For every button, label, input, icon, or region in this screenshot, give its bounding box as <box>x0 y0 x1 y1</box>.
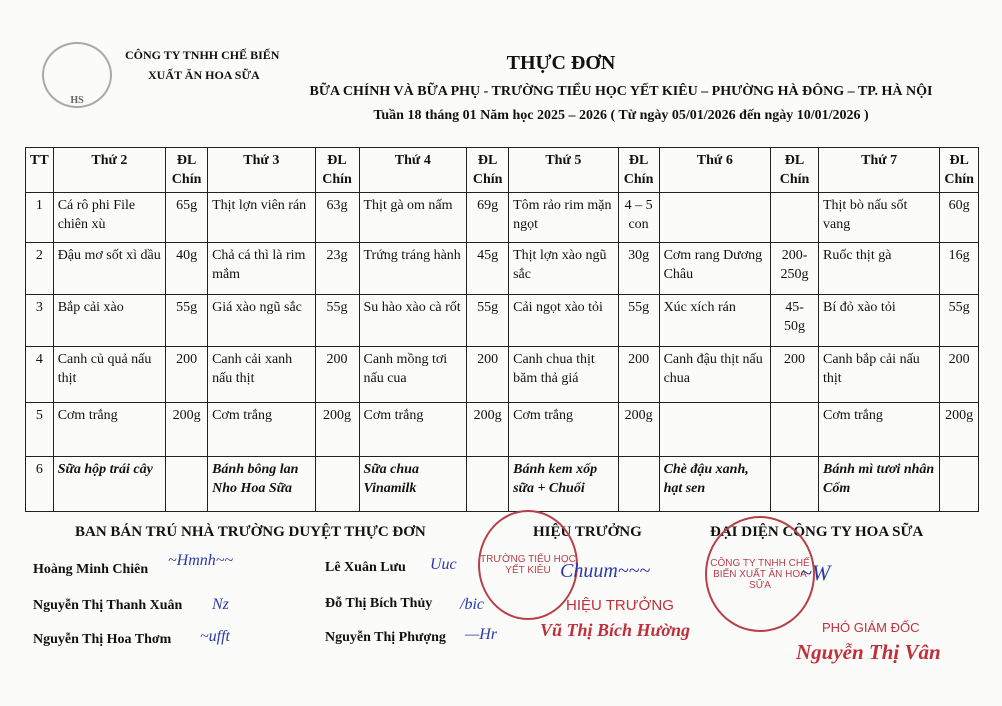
board-member: Hoàng Minh Chiên <box>33 562 149 577</box>
board-member: Lê Xuân Lưu <box>325 560 406 575</box>
portion-cell: 65g <box>166 193 208 243</box>
portion-cell: 16g <box>940 243 979 295</box>
board-member: Nguyễn Thị Hoa Thơm <box>33 632 172 647</box>
column-header: Thứ 3 <box>208 148 315 193</box>
portion-cell: 200g <box>166 403 208 457</box>
dish-cell: Sữa chua Vinamilk <box>359 457 467 512</box>
dish-cell: Bắp cải xào <box>53 295 165 347</box>
dish-cell: Bánh kem xốp sữa + Chuối <box>509 457 618 512</box>
company-rep-title: ĐẠI DIỆN CÔNG TY HOA SỮA <box>710 524 924 540</box>
dish-cell: Cơm rang Dương Châu <box>659 243 771 295</box>
row-number: 5 <box>26 403 54 457</box>
dish-cell: Sữa hộp trái cây <box>53 457 165 512</box>
dish-cell: Canh chua thịt băm thả giá <box>509 347 618 403</box>
portion-cell: 200g <box>467 403 509 457</box>
portion-cell: 200-250g <box>771 243 819 295</box>
table-row <box>26 295 979 347</box>
column-header: Thứ 6 <box>659 148 771 193</box>
dish-cell: Canh bắp cải nấu thịt <box>818 347 939 403</box>
dish-cell: Bí đỏ xào tỏi <box>818 295 939 347</box>
principal-signature: Chuum~~~ <box>560 560 651 582</box>
portion-cell <box>166 457 208 512</box>
portion-cell: 55g <box>940 295 979 347</box>
dish-cell: Cải ngọt xào tỏi <box>509 295 618 347</box>
week-info: Tuần 18 tháng 01 Năm học 2025 – 2026 ( Từ ngày 05/01/2026 đến ngày 10/01/2026 ) <box>373 108 869 123</box>
column-header: Thứ 2 <box>53 148 165 193</box>
dish-cell: Cơm trắng <box>359 403 467 457</box>
dish-cell <box>659 193 771 243</box>
portion-cell: 55g <box>467 295 509 347</box>
dish-cell: Ruốc thịt gà <box>818 243 939 295</box>
portion-cell <box>315 457 359 512</box>
row-number: 3 <box>26 295 54 347</box>
company-name-line1: CÔNG TY TNHH CHẾ BIẾN <box>125 48 280 62</box>
school-stamp: TRƯỜNG TIỂU HỌC YẾT KIÊU <box>478 510 578 620</box>
table-row <box>26 243 979 295</box>
portion-cell: 55g <box>315 295 359 347</box>
portion-cell: 23g <box>315 243 359 295</box>
board-member: Đỗ Thị Bích Thủy <box>325 596 433 611</box>
dish-cell: Đậu mơ sốt xì dầu <box>53 243 165 295</box>
portion-cell: 69g <box>467 193 509 243</box>
portion-cell <box>467 457 509 512</box>
portion-cell: 200 <box>467 347 509 403</box>
portion-cell: 200g <box>315 403 359 457</box>
dish-cell: Xúc xích rán <box>659 295 771 347</box>
portion-cell: 30g <box>618 243 659 295</box>
portion-cell <box>771 457 819 512</box>
dish-cell: Bánh bông lan Nho Hoa Sữa <box>208 457 315 512</box>
company-stamp: CÔNG TY TNHH CHẾ BIẾN XUẤT ĂN HOA SỮA <box>705 516 815 632</box>
dish-cell: Bánh mì tươi nhân Cốm <box>818 457 939 512</box>
portion-cell: 200 <box>771 347 819 403</box>
dish-cell: Chè đậu xanh, hạt sen <box>659 457 771 512</box>
dish-cell: Canh cải xanh nấu thịt <box>208 347 315 403</box>
dish-cell: Cơm trắng <box>208 403 315 457</box>
column-header: Thứ 5 <box>509 148 618 193</box>
principal-name: Vũ Thị Bích Hường <box>540 620 690 640</box>
company-role: PHÓ GIÁM ĐỐC <box>822 620 920 635</box>
dish-cell: Canh củ quả nấu thịt <box>53 347 165 403</box>
board-member: Nguyễn Thị Phượng <box>325 630 446 645</box>
board-member: Nguyễn Thị Thanh Xuân <box>33 598 183 613</box>
signature: ~Hmnh~~ <box>168 552 234 569</box>
table-row <box>26 403 979 457</box>
portion-cell: 200 <box>166 347 208 403</box>
portion-cell: 55g <box>618 295 659 347</box>
portion-cell <box>618 457 659 512</box>
portion-cell: 200 <box>618 347 659 403</box>
dish-cell: Thịt gà om nấm <box>359 193 467 243</box>
portion-cell: 45-50g <box>771 295 819 347</box>
portion-cell: 200 <box>315 347 359 403</box>
column-header: ĐL Chín <box>771 148 819 193</box>
signature: —Hr <box>465 626 498 643</box>
column-header: Thứ 7 <box>818 148 939 193</box>
column-header: ĐL Chín <box>315 148 359 193</box>
dish-cell: Cơm trắng <box>509 403 618 457</box>
table-row <box>26 193 979 243</box>
portion-cell <box>771 403 819 457</box>
table-header <box>26 148 979 193</box>
dish-cell: Thịt bò nấu sốt vang <box>818 193 939 243</box>
portion-cell: 4 – 5 con <box>618 193 659 243</box>
portion-cell: 40g <box>166 243 208 295</box>
board-title: BAN BÁN TRÚ NHÀ TRƯỜNG DUYỆT THỰC ĐƠN <box>75 524 426 540</box>
portion-cell: 63g <box>315 193 359 243</box>
portion-cell <box>771 193 819 243</box>
row-number: 2 <box>26 243 54 295</box>
dish-cell: Canh đậu thịt nấu chua <box>659 347 771 403</box>
table-row <box>26 457 979 512</box>
column-header: ĐL Chín <box>467 148 509 193</box>
row-number: 6 <box>26 457 54 512</box>
company-signature: ~W <box>800 560 831 585</box>
dish-cell: Chả cá thì là rim mắm <box>208 243 315 295</box>
company-logo: HS <box>42 42 112 108</box>
dish-cell <box>659 403 771 457</box>
dish-cell: Cơm trắng <box>818 403 939 457</box>
portion-cell: 55g <box>166 295 208 347</box>
portion-cell: 200g <box>618 403 659 457</box>
portion-cell <box>940 457 979 512</box>
dish-cell: Cơm trắng <box>53 403 165 457</box>
dish-cell: Thịt lợn viên rán <box>208 193 315 243</box>
row-number: 1 <box>26 193 54 243</box>
column-header: TT <box>26 148 54 193</box>
principal-role: HIỆU TRƯỞNG <box>566 597 674 614</box>
signature: Uuc <box>430 556 457 573</box>
company-signer-name: Nguyễn Thị Vân <box>796 640 941 664</box>
principal-title: HIỆU TRƯỞNG <box>533 524 642 540</box>
page-subtitle: BỮA CHÍNH VÀ BỮA PHỤ - TRƯỜNG TIỂU HỌC YẾT KIÊU – PHƯỜNG HÀ ĐÔNG – TP. HÀ NỘI <box>309 84 933 99</box>
portion-cell: 200g <box>940 403 979 457</box>
signature: /bic <box>460 596 484 613</box>
column-header: ĐL Chín <box>618 148 659 193</box>
portion-cell: 60g <box>940 193 979 243</box>
dish-cell: Su hào xào cà rốt <box>359 295 467 347</box>
dish-cell: Canh mồng tơi nấu cua <box>359 347 467 403</box>
column-header: Thứ 4 <box>359 148 467 193</box>
column-header: ĐL Chín <box>940 148 979 193</box>
row-number: 4 <box>26 347 54 403</box>
dish-cell: Tôm rảo rim mặn ngọt <box>509 193 618 243</box>
signature: Nz <box>212 596 229 613</box>
portion-cell: 45g <box>467 243 509 295</box>
dish-cell: Cá rô phi File chiên xù <box>53 193 165 243</box>
dish-cell: Trứng tráng hành <box>359 243 467 295</box>
company-name-line2: XUẤT ĂN HOA SỮA <box>148 68 260 82</box>
dish-cell: Giá xào ngũ sắc <box>208 295 315 347</box>
signature: ~ufft <box>200 628 230 645</box>
column-header: ĐL Chín <box>166 148 208 193</box>
page-title: THỰC ĐƠN <box>506 52 616 74</box>
dish-cell: Thịt lợn xào ngũ sắc <box>509 243 618 295</box>
table-row <box>26 347 979 403</box>
menu-table <box>25 147 979 512</box>
portion-cell: 200 <box>940 347 979 403</box>
